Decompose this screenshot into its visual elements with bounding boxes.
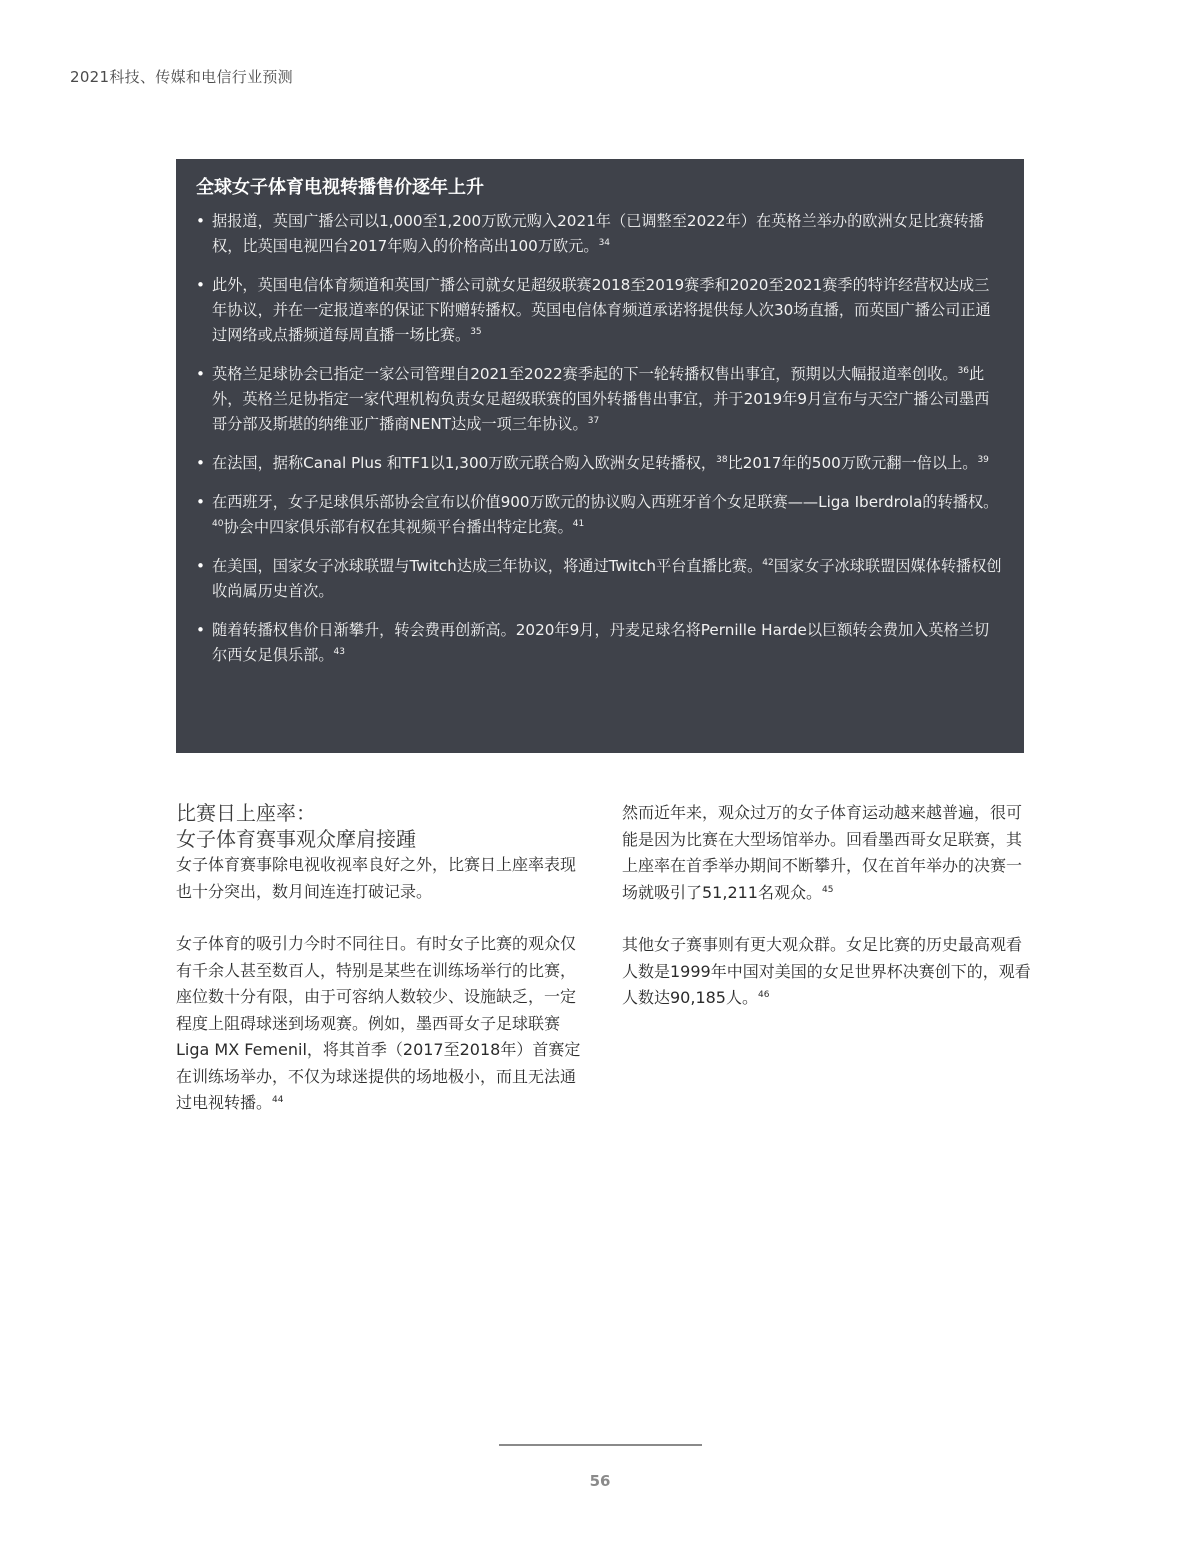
footnote-ref: 41	[572, 519, 585, 529]
paragraph: 女子体育赛事除电视收视率良好之外，比赛日上座率表现也十分突出，数月间连连打破记录。	[176, 855, 577, 901]
bullet-item: • 此外，英国电信体育频道和英国广播公司就女足超级联赛2018至2019赛季和2020至2021赛季的特许经营权达成三年协议，并在一定报道率的保证下附赠转播权。英国电信体育频道承诺将提供每人次30场直播，而英国广播公司正通过网络或点播频道每周直播一场比赛。$^{35}$	[196, 273, 1002, 348]
footnote-ref: 36	[957, 366, 970, 376]
footnote-ref: 40	[212, 519, 224, 529]
footnote-ref: 44	[272, 1095, 284, 1105]
footnote-ref: 35	[470, 327, 482, 337]
running-header: 2021科技、传媒和电信行业预测	[70, 68, 293, 86]
paragraph: 其他女子赛事则有更大观众群。女足比赛的历史最高观看人数是1999年中国对美国的女足世界杯决赛创下的，观看人数达90,185人。$^{46}$	[622, 935, 1031, 1007]
footnote-ref: 46	[758, 990, 770, 1000]
callout-bullet-list	[196, 209, 1002, 668]
callout-box	[176, 159, 1024, 753]
right-column	[622, 800, 1032, 1038]
section-heading: 比赛日上座率： 女子体育赛事观众摩肩接踵	[176, 801, 416, 851]
left-column	[176, 800, 586, 1143]
page-number: 56	[589, 1472, 611, 1490]
bullet-item: • 据报道，英国广播公司以1,000至1,200万欧元购入2021年（已调整至2022年）在英格兰举办的欧洲女足比赛转播权，比英国电视四台2017年购入的价格高出100万欧元。$^{34}$	[196, 209, 1002, 259]
footer-divider	[499, 1444, 702, 1446]
paragraph: 女子体育的吸引力今时不同往日。有时女子比赛的观众仅有千余人甚至数百人，特别是某些在训练场举行的比赛，座位数十分有限，由于可容纳人数较少、设施缺乏，一定程度上阻碍球迷到场观赛。例如，墨西哥女子足球联赛Liga MX Femenil，将其首季（2017至2018年）首赛定在训练场举办，不仅为球迷提供的场地极小，而且无法通过电视转播。$^{44}$	[176, 934, 581, 1112]
bullet-item: • 在法国，据称Canal Plus 和TF1以1,300万欧元联合购入欧洲女足转播权，$^{38}$比2017年的500万欧元翻一倍以上。$^{39}$	[196, 451, 1002, 476]
footnote-ref: 37	[587, 416, 600, 426]
footnote-ref: 38	[716, 455, 728, 465]
paragraph: 然而近年来，观众过万的女子体育运动越来越普遍，很可能是因为比赛在大型场馆举办。回看墨西哥女足联赛，其上座率在首季举办期间不断攀升，仅在首年举办的决赛一场就吸引了51,211名观众。$^{45}$	[622, 803, 1023, 902]
footnote-ref: 39	[977, 455, 989, 465]
bullet-item: • 在美国，国家女子冰球联盟与Twitch达成三年协议，将通过Twitch平台直播比赛。$^{42}$国家女子冰球联盟因媒体转播权创收尚属历史首次。	[196, 554, 1002, 604]
footnote-ref: 42	[762, 558, 774, 568]
footnote-ref: 45	[822, 884, 834, 895]
footnote-ref: 43	[333, 647, 345, 657]
bullet-item: • 英格兰足球协会已指定一家公司管理自2021至2022赛季起的下一轮转播权售出事宜，预期以大幅报道率创收。$^{36}$此外，英格兰足协指定一家代理机构负责女足超级联赛的国外转播售出事宜，并于2019年9月宣布与天空广播公司墨西哥分部及斯堪的纳维亚广播商NENT达成一项三年协议。$^{37}$	[196, 362, 1002, 437]
footnote-ref: 34	[598, 238, 611, 248]
bullet-item: • 在西班牙，女子足球俱乐部协会宣布以价值900万欧元的协议购入西班牙首个女足联赛——Liga Iberdrola的转播权。$^{40}$协会中四家俱乐部有权在其视频平台播出特定比赛。$^{41}$	[196, 490, 1002, 540]
callout-title: 全球女子体育电视转播售价逐年上升	[196, 177, 484, 198]
bullet-item: • 随着转播权售价日渐攀升，转会费再创新高。2020年9月，丹麦足球名将Pernille Harde以巨额转会费加入英格兰切尔西女足俱乐部。$^{43}$	[196, 618, 1002, 668]
